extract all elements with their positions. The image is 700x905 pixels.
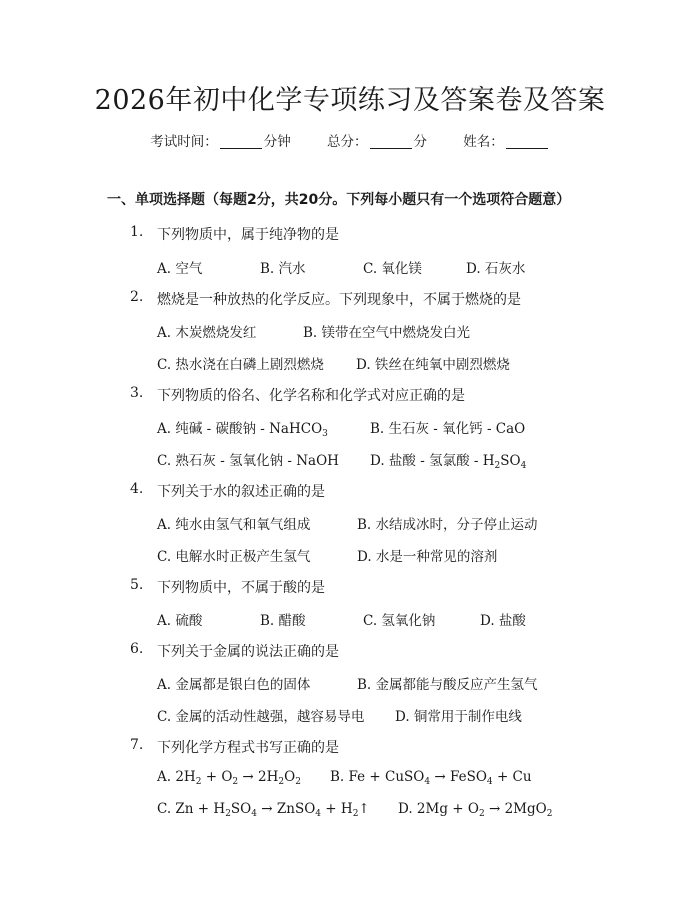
question-number: 6. [130, 641, 144, 657]
time-blank[interactable] [220, 134, 262, 149]
q2-option-c[interactable]: C. 热水浇在白磷上剧烈燃烧 [157, 357, 324, 373]
question-number: 4. [130, 481, 144, 497]
q1-option-d[interactable]: D. 石灰水 [466, 261, 526, 277]
score-unit: 分 [413, 134, 427, 150]
score-field [327, 130, 427, 150]
question-text: 下列物质的俗名、化学名称和化学式对应正确的是 [157, 388, 465, 404]
score-label: 总分： [327, 134, 368, 150]
q2-option-d[interactable]: D. 铁丝在纯氧中剧烈燃烧 [356, 357, 510, 373]
exam-info [0, 130, 700, 150]
question-number: 1. [130, 224, 144, 240]
q2-option-a[interactable]: A. 木炭燃烧发红 [157, 325, 257, 341]
question-text: 下列化学方程式书写正确的是 [157, 740, 339, 756]
q5-option-c[interactable]: C. 氢氧化钠 [363, 613, 436, 629]
question-number: 2. [130, 289, 144, 305]
q5-option-b[interactable]: B. 醋酸 [260, 613, 306, 629]
name-field [463, 130, 550, 150]
q7-option-b[interactable]: B. Fe + CuSO$_4$ → FeSO$_4$ + Cu [330, 769, 532, 787]
name-blank[interactable] [506, 134, 548, 149]
question-text: 下列关于水的叙述正确的是 [157, 484, 325, 500]
q5-option-d[interactable]: D. 盐酸 [480, 613, 526, 629]
q7-option-a[interactable]: A. $2H_2 + O_2 \to 2H_2O_2$ [157, 769, 301, 787]
question-number: 7. [130, 737, 144, 753]
q7-option-d[interactable]: D. $2Mg + O_2 \to 2MgO_2$ [398, 801, 553, 819]
q6-option-c[interactable]: C. 金属的活动性越强，越容易导电 [157, 709, 365, 725]
q4-option-a[interactable]: A. 纯水由氢气和氧气组成 [157, 517, 311, 533]
q4-option-c[interactable]: C. 电解水时正极产生氢气 [157, 549, 311, 565]
q1-option-b[interactable]: B. 汽水 [260, 261, 306, 277]
q6-option-d[interactable]: D. 铜常用于制作电线 [395, 709, 522, 725]
q7-option-c[interactable]: C. $Zn + H_2SO_4$ → ZnSO$_4$ + $H_2↑$ [157, 801, 370, 819]
q3-option-d[interactable]: D. 盐酸 - 氢氯酸 - $H_2SO_4$ [370, 453, 527, 471]
question-text: 下列关于金属的说法正确的是 [157, 644, 339, 660]
question-text: 下列物质中，不属于酸的是 [157, 580, 325, 596]
name-label: 姓名： [463, 134, 504, 150]
section-title: 一、单项选择题（每题2分，共20分。下列每小题只有一个选项符合题意） [107, 192, 571, 208]
q4-option-d[interactable]: D. 水是一种常见的溶剂 [357, 549, 498, 565]
q5-option-a[interactable]: A. 硫酸 [157, 613, 203, 629]
q3-option-c[interactable]: C. 熟石灰 - 氢氧化钠 - NaOH [157, 453, 339, 469]
question-text: 下列物质中，属于纯净物的是 [157, 227, 339, 243]
q1-option-a[interactable]: A. 空气 [157, 261, 203, 277]
question-text: 燃烧是一种放热的化学反应。下列现象中，不属于燃烧的是 [157, 292, 521, 308]
q1-option-c[interactable]: C. 氧化镁 [363, 261, 422, 277]
question-number: 3. [130, 385, 144, 401]
q3-option-a[interactable]: A. 纯碱 - 碳酸钠 - NaHCO$_3$ [157, 421, 328, 439]
time-unit: 分钟 [263, 134, 291, 150]
time-label: 考试时间： [150, 134, 218, 150]
q4-option-b[interactable]: B. 水结成冰时，分子停止运动 [357, 517, 538, 533]
q6-option-b[interactable]: B. 金属都能与酸反应产生氢气 [357, 677, 538, 693]
q6-option-a[interactable]: A. 金属都是银白色的固体 [157, 677, 311, 693]
q3-option-b[interactable]: B. 生石灰 - 氧化钙 - CaO [370, 421, 526, 437]
score-blank[interactable] [370, 134, 412, 149]
question-number: 5. [130, 577, 144, 593]
page-title: 2026年初中化学专项练习及答案卷及答案 [94, 85, 606, 116]
q2-option-b[interactable]: B. 镁带在空气中燃烧发白光 [303, 325, 471, 341]
time-field [150, 130, 291, 150]
